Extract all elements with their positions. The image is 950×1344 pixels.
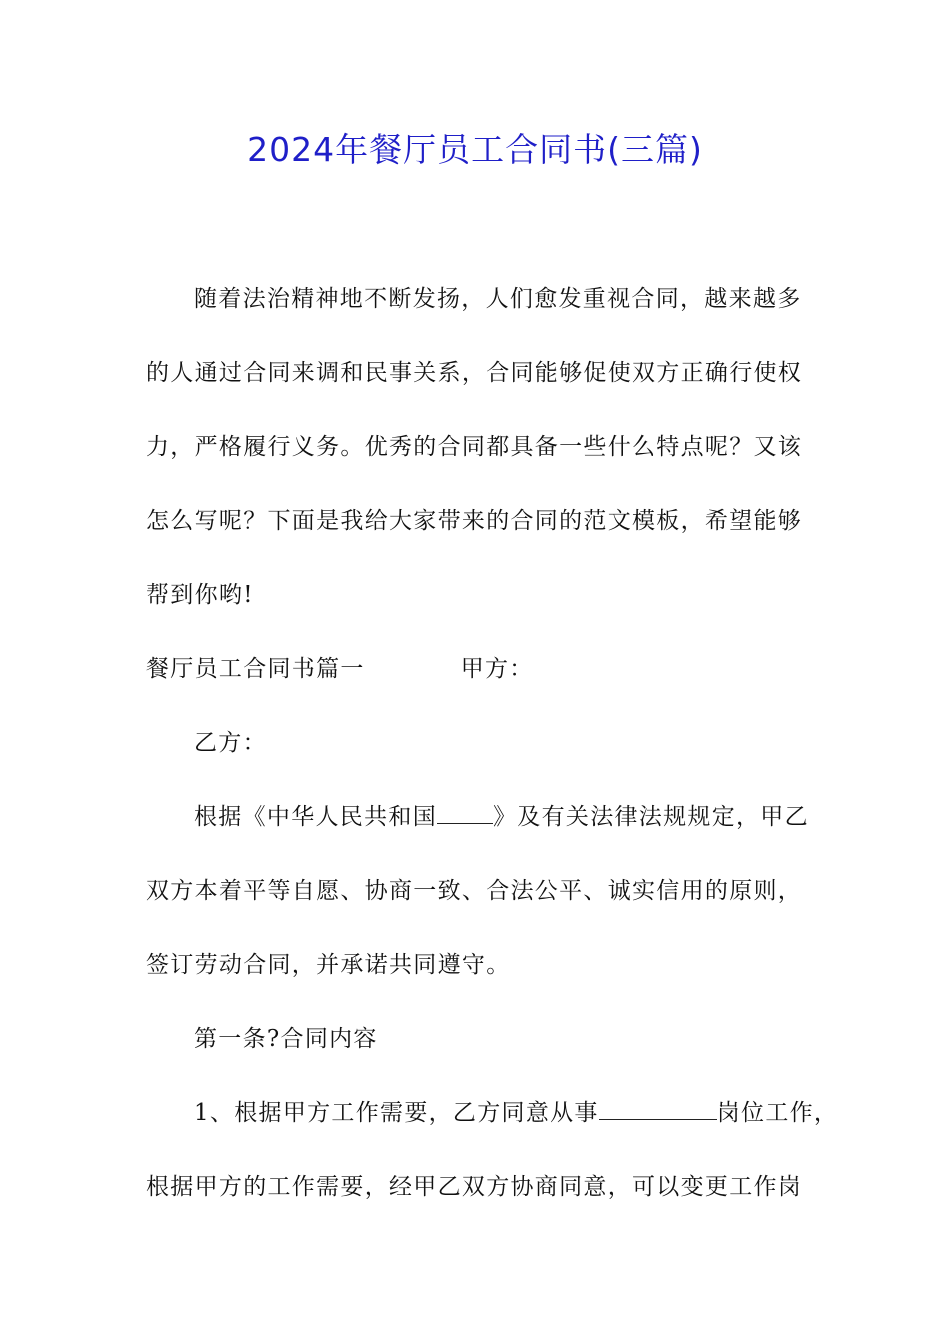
position-blank[interactable] — [599, 1097, 717, 1120]
law-name-blank[interactable] — [437, 801, 493, 824]
intro-paragraph — [146, 262, 811, 632]
item-1-paragraph — [146, 1076, 839, 1224]
basis-line: 双方本着平等自愿、协商一致、合法公平、诚实信用的原则， — [146, 878, 803, 904]
document-body — [146, 262, 839, 1224]
basis-text-after: 》及有关法律法规规定，甲乙 — [493, 804, 809, 830]
basis-paragraph — [146, 780, 811, 1002]
section-heading: 餐厅员工合同书篇一 — [146, 656, 365, 682]
intro-line: 力，严格履行义务。优秀的合同都具备一些什么特点呢？又该 — [146, 434, 803, 460]
item-1-text-after: 岗位工作， — [716, 1100, 839, 1126]
item-1-text-before: 1、根据甲方工作需要，乙方同意从事 — [194, 1100, 599, 1126]
item-1-line: 根据甲方的工作需要，经甲乙双方协商同意，可以变更工作岗 — [146, 1174, 803, 1200]
party-b-label: 乙方： — [194, 730, 267, 756]
intro-line: 随着法治精神地不断发扬，人们愈发重视合同，越来越多 — [194, 286, 802, 312]
document-title: 2024年餐厅员工合同书(三篇) — [247, 130, 703, 169]
section-heading-line — [146, 632, 811, 706]
intro-line: 怎么写呢？下面是我给大家带来的合同的范文模板，希望能够 — [146, 508, 803, 534]
basis-line: 签订劳动合同，并承诺共同遵守。 — [146, 952, 511, 978]
article-1-title: 第一条?合同内容 — [194, 1026, 378, 1052]
article-1-heading — [146, 1002, 811, 1076]
intro-line: 帮到你哟! — [146, 582, 254, 608]
basis-text-before: 根据《中华人民共和国 — [194, 804, 437, 830]
intro-line: 的人通过合同来调和民事关系，合同能够促使双方正确行使权 — [146, 360, 803, 386]
party-a-label: 甲方： — [460, 656, 534, 682]
party-b-line — [146, 706, 811, 780]
